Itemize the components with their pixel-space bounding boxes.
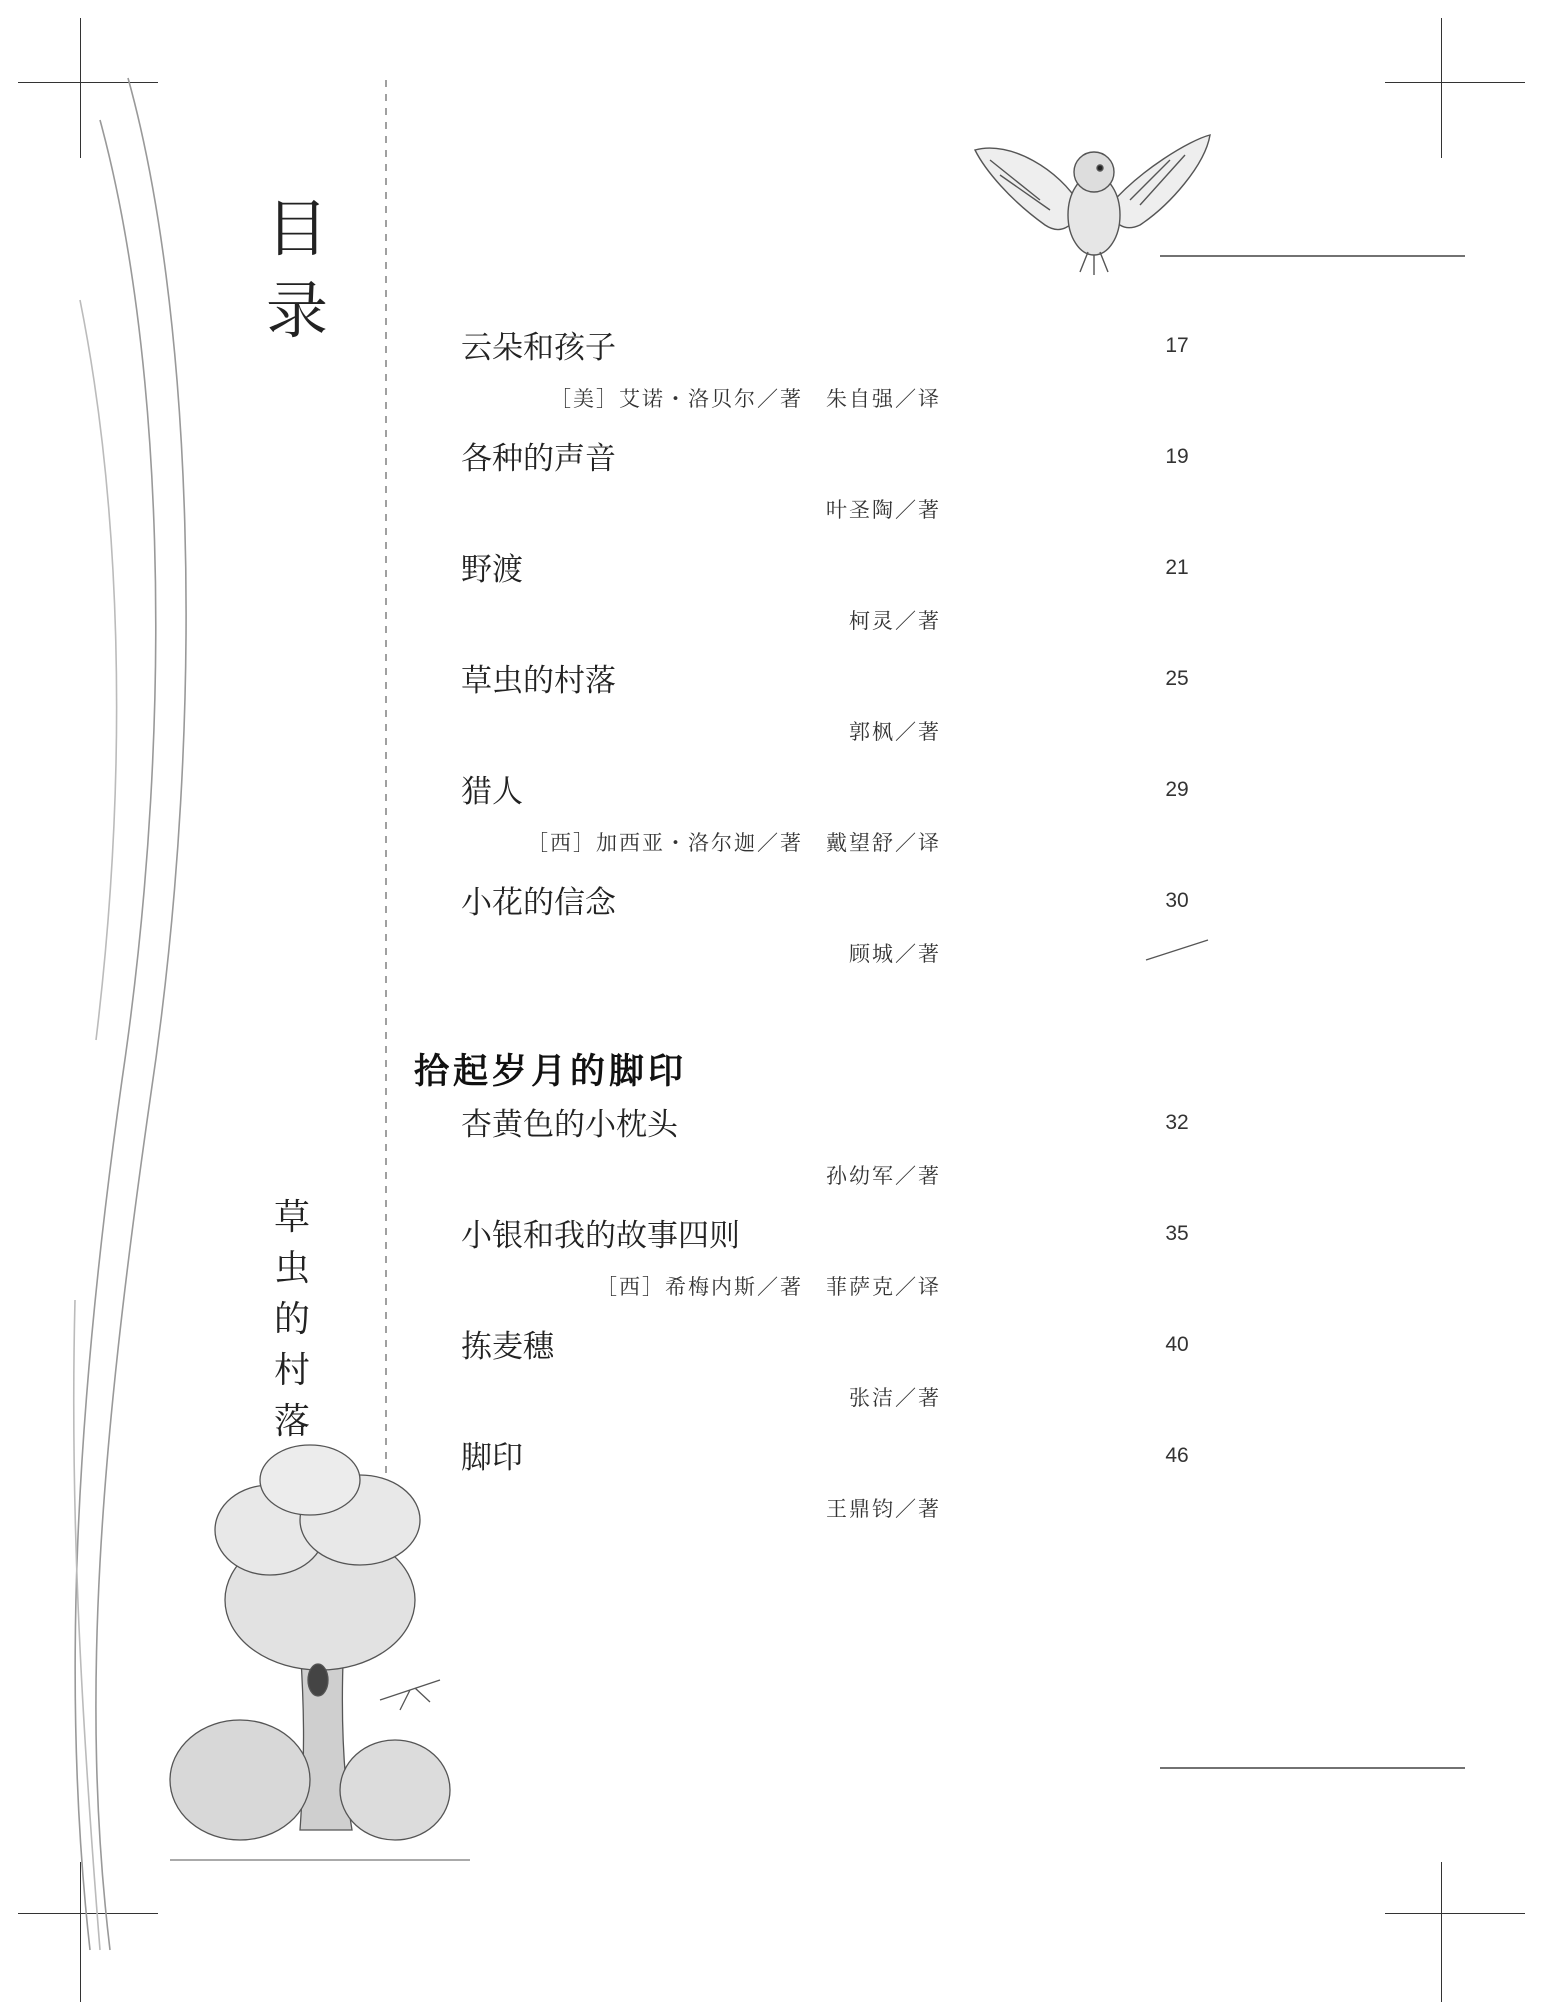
toc-entry-author: ［西］希梅内斯／著 菲萨克／译: [596, 1275, 941, 1299]
toc-entry-page: 35: [1165, 1222, 1189, 1245]
toc-entry-page: 40: [1165, 1333, 1189, 1356]
toc-entry-page: 32: [1165, 1111, 1189, 1134]
section-heading: 拾起岁月的脚印: [414, 1051, 688, 1092]
page-title: [262, 188, 332, 352]
crop-mark: [1441, 1862, 1442, 2002]
crop-mark: [80, 18, 81, 158]
toc-entry-page: 30: [1165, 889, 1189, 912]
toc-entry-author: 叶圣陶／著: [826, 498, 941, 522]
toc-entry-page: 29: [1165, 778, 1189, 801]
page-title-char: 目: [265, 192, 328, 265]
decor-curve: [80, 300, 117, 1040]
toc-entry-author: 孙幼军／著: [826, 1164, 941, 1188]
section-sidebar-char: 虫: [273, 1248, 310, 1289]
section-sidebar-char: 村: [273, 1350, 310, 1391]
toc-entry-title[interactable]: 猎人: [461, 774, 523, 810]
decor-curve: [75, 120, 156, 1950]
toc-entry-title[interactable]: 草虫的村落: [461, 663, 616, 699]
toc-entry-author: 张洁／著: [849, 1386, 941, 1410]
tree-illustration: [170, 1445, 470, 1860]
toc-entry-title[interactable]: 小银和我的故事四则: [461, 1218, 740, 1254]
toc-entry-author: 王鼎钧／著: [826, 1497, 941, 1521]
bird-illustration: [975, 135, 1210, 275]
toc-entry-title[interactable]: 野渡: [461, 552, 523, 588]
page-title-char: 录: [265, 274, 328, 347]
crop-mark: [1385, 1913, 1525, 1914]
toc-entry-page: 17: [1165, 334, 1189, 357]
toc-entry-title[interactable]: 脚印: [461, 1440, 523, 1476]
crop-mark: [80, 1862, 81, 2002]
toc-entry-title[interactable]: 杏黄色的小枕头: [461, 1107, 678, 1143]
toc-entry-title[interactable]: 拣麦穗: [461, 1329, 554, 1365]
toc-entry-author: 柯灵／著: [849, 609, 941, 633]
crop-mark: [1385, 82, 1525, 83]
toc-entry-title[interactable]: 云朵和孩子: [461, 330, 616, 366]
decor-curve: [96, 78, 186, 1950]
crop-mark: [18, 1913, 158, 1914]
section-sidebar-char: 草: [273, 1197, 310, 1238]
decor-curve: [74, 1300, 100, 1950]
toc-entry-page: 19: [1165, 445, 1189, 468]
crop-mark: [18, 82, 158, 83]
toc-entry-author: ［美］艾诺・洛贝尔／著 朱自强／译: [550, 387, 941, 411]
toc-entry-author: 郭枫／著: [849, 720, 941, 744]
section-sidebar-label: [272, 1192, 312, 1447]
section-sidebar-char: 落: [273, 1401, 310, 1442]
section-sidebar-char: 的: [273, 1299, 310, 1340]
accent-line: [1146, 940, 1208, 960]
toc-entry-author: ［西］加西亚・洛尔迦／著 戴望舒／译: [527, 831, 941, 855]
toc-entry-page: 46: [1165, 1444, 1189, 1467]
toc-entry-author: 顾城／著: [849, 942, 941, 966]
toc-entry-title[interactable]: 小花的信念: [461, 885, 616, 921]
crop-mark: [1441, 18, 1442, 158]
toc-entry-title[interactable]: 各种的声音: [461, 441, 616, 477]
toc-entry-page: 25: [1165, 667, 1189, 690]
toc-entry-page: 21: [1165, 556, 1189, 579]
